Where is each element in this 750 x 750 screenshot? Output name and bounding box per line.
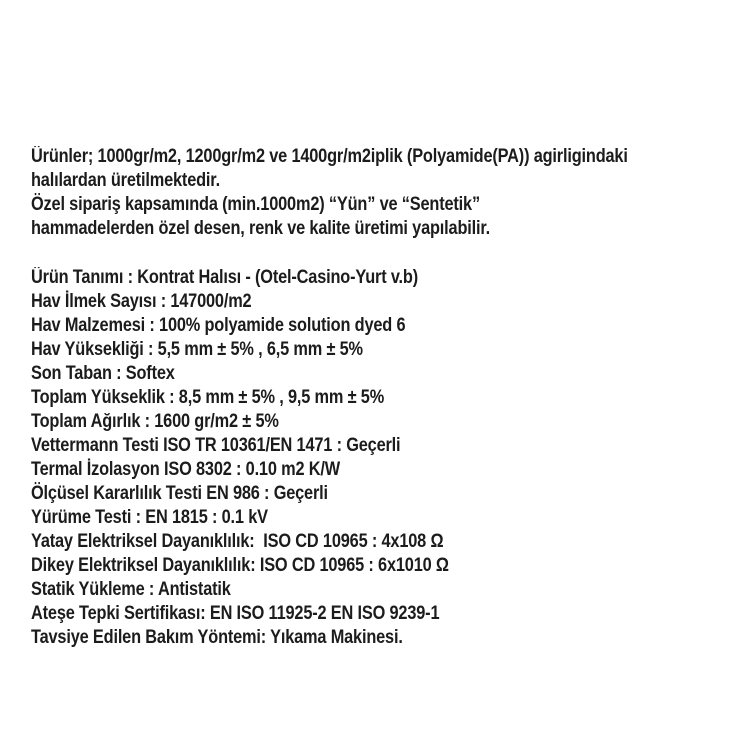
spec-line-yatay-elektriksel: Yatay Elektriksel Dayanıklılık: ISO CD 10965 : 4x108 Ω [31, 531, 444, 552]
spec-line-toplam-yukseklik: Toplam Yükseklik : 8,5 mm ± 5% , 9,5 mm ± 5% [31, 387, 385, 408]
intro-line: hammadelerden özel desen, renk ve kalite üretimi yapılabilir. [31, 218, 491, 239]
spec-line-hav-ilmek-sayisi: Hav İlmek Sayısı : 147000/m2 [31, 291, 252, 312]
spec-line-tavsiye-bakim: Tavsiye Edilen Bakım Yöntemi: Yıkama Makinesi. [31, 627, 403, 648]
spec-line-hav-malzemesi: Hav Malzemesi : 100% polyamide solution dyed 6 [31, 315, 406, 336]
spec-line-vettermann-testi: Vettermann Testi ISO TR 10361/EN 1471 : Geçerli [31, 435, 401, 456]
intro-paragraph [31, 145, 628, 241]
spec-line-termal-izolasyon: Termal İzolasyon ISO 8302 : 0.10 m2 K/W [31, 459, 341, 480]
spec-line-dikey-elektriksel: Dikey Elektriksel Dayanıklılık: ISO CD 10965 : 6x1010 Ω [31, 555, 449, 576]
spec-line-atese-tepki: Ateşe Tepki Sertifikası: EN ISO 11925-2 EN ISO 9239-1 [31, 603, 440, 624]
intro-line: halılardan üretilmektedir. [31, 170, 220, 191]
spec-list [31, 266, 449, 650]
spec-line-son-taban: Son Taban : Softex [31, 363, 175, 384]
intro-line: Ürünler; 1000gr/m2, 1200gr/m2 ve 1400gr/m2iplik (Polyamide(PA)) agirligindaki [31, 146, 628, 167]
spec-line-yurume-testi: Yürüme Testi : EN 1815 : 0.1 kV [31, 507, 268, 528]
spec-line-urun-tanimi: Ürün Tanımı : Kontrat Halısı - (Otel-Casino-Yurt v.b) [31, 267, 418, 288]
spec-line-toplam-agirlik: Toplam Ağırlık : 1600 gr/m2 ± 5% [31, 411, 279, 432]
spec-line-hav-yuksekligi: Hav Yüksekliği : 5,5 mm ± 5% , 6,5 mm ± 5% [31, 339, 363, 360]
intro-line: Özel sipariş kapsamında (min.1000m2) “Yün” ve “Sentetik” [31, 194, 480, 215]
spec-line-statik-yukleme: Statik Yükleme : Antistatik [31, 579, 231, 600]
spec-line-olcusel-kararlilik: Ölçüsel Kararlılık Testi EN 986 : Geçerli [31, 483, 328, 504]
